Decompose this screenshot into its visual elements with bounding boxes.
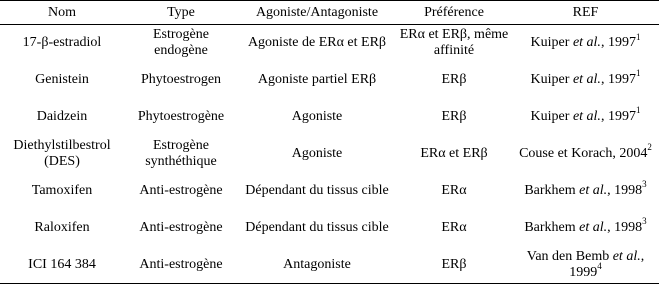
- cell-ref: [512, 25, 659, 62]
- ref-footnote: 3: [642, 216, 647, 227]
- ref-author: Couse et Korach, 2004: [519, 146, 648, 161]
- cell-nom: ICI 164 384: [0, 247, 124, 284]
- cell-nom: Daidzein: [36, 109, 88, 124]
- table-row: [0, 173, 659, 210]
- ref-year: , 1997: [600, 72, 636, 87]
- cell-preference: ERβ: [396, 247, 512, 284]
- cell-nom: Tamoxifen: [31, 183, 93, 198]
- cell-nom: Diethylstilbestrol (DES): [13, 138, 111, 169]
- cell-agoniste: Dépendant du tissus cible: [245, 220, 389, 235]
- ref-etal: et al.: [612, 248, 641, 264]
- ref-etal: et al.: [572, 72, 601, 87]
- cell-agoniste: Antagoniste: [238, 247, 396, 284]
- cell-ref: [512, 136, 659, 173]
- ref-year: , 1998: [607, 220, 643, 235]
- ref-year: , 1997: [600, 109, 636, 124]
- table-row: [0, 99, 659, 136]
- header-agoniste: Agoniste/Antagoniste: [238, 1, 396, 25]
- header-ref: REF: [512, 1, 659, 25]
- ref-etal: et al.: [572, 109, 601, 124]
- cell-type: Anti-estrogène: [139, 220, 223, 235]
- cell-type: Anti-estrogène: [139, 183, 223, 198]
- ref-footnote: 1: [635, 68, 641, 79]
- cell-preference: ERα: [441, 220, 467, 235]
- ref-footnote: 2: [647, 142, 652, 153]
- cell-agoniste: Dépendant du tissus cible: [245, 183, 389, 198]
- ref-etal: et al.: [572, 35, 601, 51]
- ref-author: Kuiper: [530, 109, 573, 124]
- ref-author: Kuiper: [530, 72, 573, 87]
- cell-preference: ERα et ERβ, même affinité: [399, 27, 509, 59]
- ref-etal: et al.: [579, 183, 608, 198]
- ref-author: Barkhem: [524, 220, 580, 235]
- cell-ref: [512, 210, 659, 247]
- cell-agoniste: Agoniste partiel ERβ: [257, 72, 377, 87]
- ref-author: Van den Bemb: [526, 248, 613, 264]
- ref-year: , 1998: [607, 183, 643, 198]
- cell-ref: [512, 99, 659, 136]
- cell-type: Estrogène endogène: [153, 27, 209, 59]
- cell-type: Phytoestrogen: [140, 72, 222, 87]
- table-row: [0, 25, 659, 62]
- header-row: [0, 1, 659, 25]
- table-row: [0, 136, 659, 173]
- header-preference: Préférence: [396, 1, 512, 25]
- cell-nom: Raloxifen: [34, 220, 90, 235]
- cell-preference: ERβ: [441, 72, 467, 87]
- cell-agoniste: Agoniste: [291, 146, 343, 161]
- ref-footnote: 4: [597, 261, 602, 272]
- ref-footnote: 3: [642, 179, 647, 190]
- cell-preference: ERα et ERβ: [420, 146, 488, 161]
- ref-author: Barkhem: [524, 183, 580, 198]
- table-row: [0, 247, 659, 284]
- cell-ref: [512, 62, 659, 99]
- cell-type: Phytoestrogène: [137, 109, 225, 124]
- cell-nom: Genistein: [35, 72, 89, 87]
- ref-etal: et al.: [579, 220, 608, 235]
- header-nom: Nom: [0, 1, 124, 25]
- cell-ref: [512, 247, 659, 284]
- ref-author: Kuiper: [530, 35, 573, 51]
- cell-ref: [512, 173, 659, 210]
- table-row: [0, 210, 659, 247]
- cell-preference: ERβ: [441, 109, 467, 124]
- ref-footnote: 1: [635, 31, 641, 42]
- cell-type: Estrogène synthéthique: [145, 138, 217, 169]
- table-row: [0, 62, 659, 99]
- ref-footnote: 1: [635, 105, 641, 116]
- header-type: Type: [124, 1, 238, 25]
- cell-preference: ERα: [441, 183, 467, 198]
- cell-type: Anti-estrogène: [124, 247, 238, 284]
- cell-agoniste: Agoniste de ERα et ERβ: [247, 35, 387, 51]
- ref-year: , 1997: [600, 35, 636, 51]
- ref-year: , 1999: [569, 248, 645, 280]
- cell-agoniste: Agoniste: [291, 109, 343, 124]
- cell-nom: 17-β-estradiol: [22, 35, 102, 51]
